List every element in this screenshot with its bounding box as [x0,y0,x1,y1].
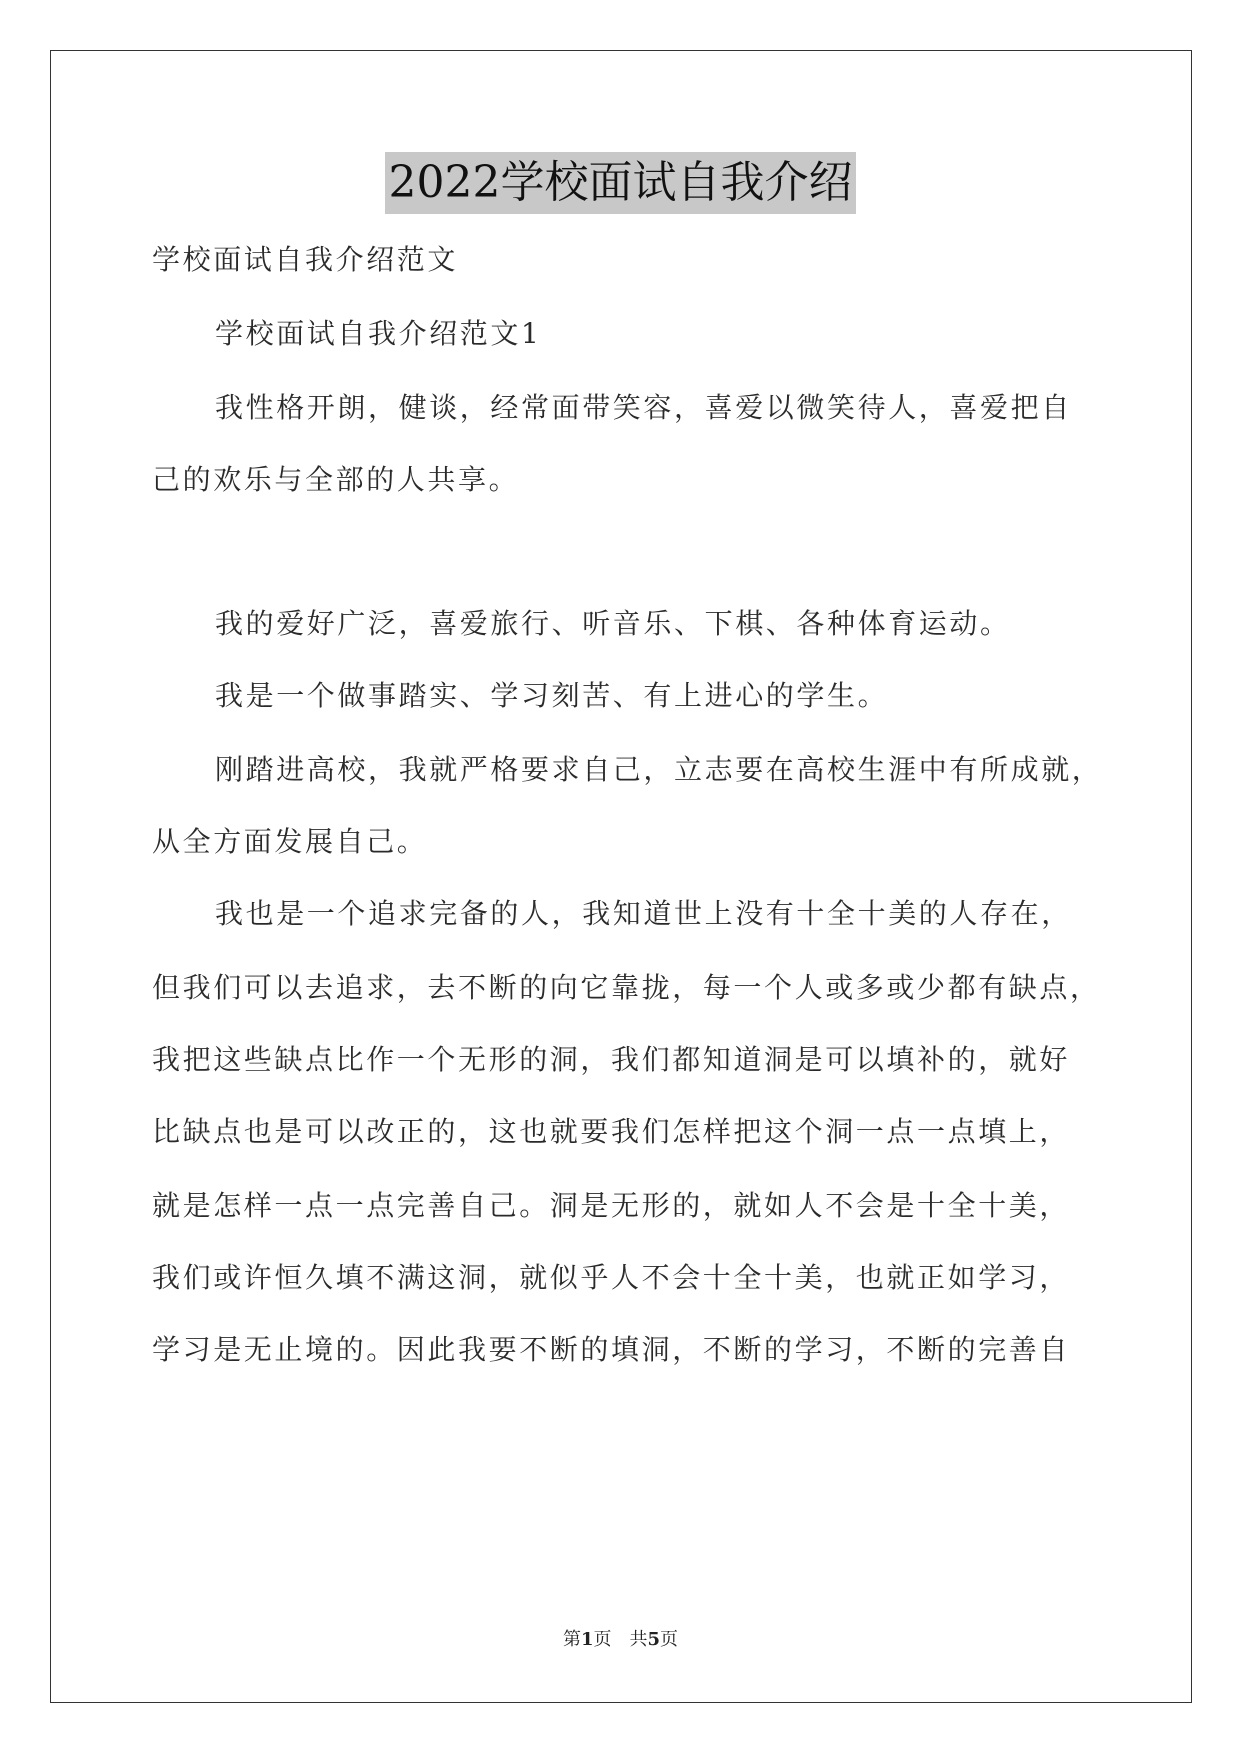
page-border [50,50,1192,1703]
paragraph-line: 我性格开朗，健谈，经常面带笑容，喜爱以微笑待人，喜爱把自 [215,391,1072,424]
paragraph-line: 但我们可以去追求，去不断的向它靠拢，每一个人或多或少都有缺点， [152,971,1101,1004]
page-footer [0,1628,1241,1652]
section-heading: 学校面试自我介绍范文1 [215,317,542,350]
title-container [0,152,1241,214]
footer-suffix: 页 [660,1629,679,1650]
footer-prefix: 第 [562,1629,581,1650]
paragraph-line: 我把这些缺点比作一个无形的洞，我们都知道洞是可以填补的，就好 [152,1043,1071,1076]
subtitle-line: 学校面试自我介绍范文 [152,243,459,276]
footer-total-pages: 5 [647,1629,661,1650]
paragraph-line: 从全方面发展自己。 [152,825,428,858]
paragraph-line: 我的爱好广泛，喜爱旅行、听音乐、下棋、各种体育运动。 [215,607,1011,640]
paragraph-line: 学习是无止境的。因此我要不断的填洞，不断的学习，不断的完善自 [152,1333,1071,1366]
paragraph-line: 刚踏进高校，我就严格要求自己，立志要在高校生涯中有所成就， [215,753,1103,786]
paragraph-line: 己的欢乐与全部的人共享。 [152,463,520,496]
paragraph-line: 我也是一个追求完备的人，我知道世上没有十全十美的人存在， [215,897,1072,930]
paragraph-line: 就是怎样一点一点完善自己。洞是无形的，就如人不会是十全十美， [152,1189,1071,1222]
footer-mid: 页 共 [593,1629,648,1650]
paragraph-line: 我是一个做事踏实、学习刻苦、有上进心的学生。 [215,679,889,712]
footer-current-page: 1 [580,1629,594,1650]
paragraph-line: 比缺点也是可以改正的，这也就要我们怎样把这个洞一点一点填上， [152,1115,1071,1148]
paragraph-line: 我们或许恒久填不满这洞，就似乎人不会十全十美，也就正如学习， [152,1261,1071,1294]
document-title: 2022学校面试自我介绍 [385,152,857,214]
